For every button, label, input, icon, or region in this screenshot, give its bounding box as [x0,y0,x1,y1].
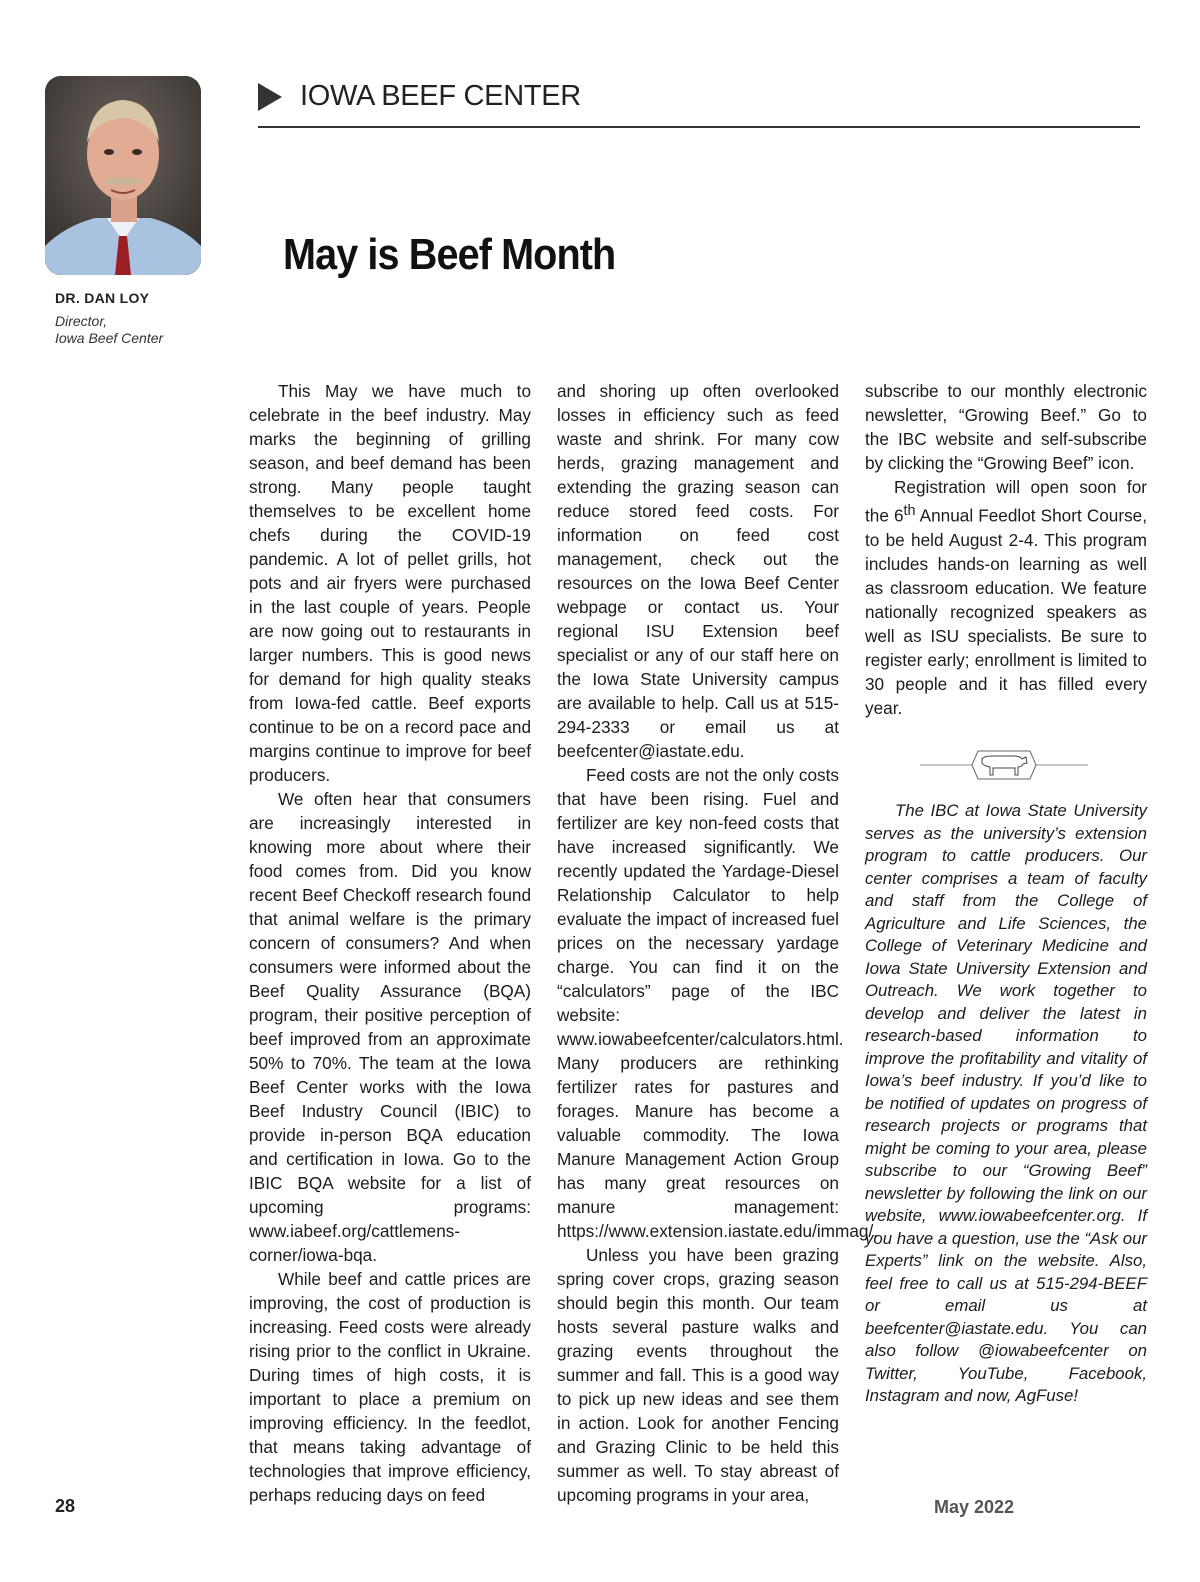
paragraph: While beef and cattle prices are improving, the cost of production is increasing. Feed costs were already rising prior to the conflict in Ukraine. During times of high costs, it is important to place a premium on improving efficiency. In the feedlot, that means taking advantage of technologies that improve efficiency, perhaps reducing days on feed [249,1269,531,1505]
author-name: DR. DAN LOY [55,290,150,306]
header-rule [258,126,1140,128]
about-ibc-block [865,800,1147,1408]
paragraph: This May we have much to celebrate in the beef industry. May marks the beginning of grilling season, and beef demand has been strong. Many people taught themselves to be excellent home chefs during the COVID-19 pandemic. A lot of pellet grills, hot pots and air fryers were purchased in the last couple of years. People are now going out to restaurants in larger numbers. This is good news for demand for high quality steaks from Iowa-fed cattle. Beef exports continue to be on a record pace and margins continue to improve for beef producers. [249,381,531,785]
paragraph: subscribe to our monthly electronic newsletter, “Growing Beef.” Go to the IBC website and self-subscribe by clicking the “Growing Beef” icon. [865,381,1147,473]
section-header [258,80,581,113]
author-photo [45,76,201,275]
text: Registration will open soon for the 6 [865,477,1147,526]
superscript: th [903,503,916,519]
article-headline: May is Beef Month [283,230,616,279]
cow-divider-icon [920,745,1088,785]
paragraph: The IBC at Iowa State University serves as the university’s extension program to cattle producers. Our center comprises a team of faculty and staff from the College of Agriculture and Life Sciences, the College of Veterinary Medicine and Iowa State University Extension and Outreach. We work together to develop and deliver the latest in research-based information to improve the profitability and vitality of Iowa’s beef industry. If you’d like to be notified of updates on progress of research projects or programs that might be coming to your area, please subscribe to our “Growing Beef” newsletter by following the link on our website, www.iowabeefcenter.org. If you have a question, use the “Ask our Experts” link on the website. Also, feel free to call us at 515-294-BEEF or email us at beefcenter@iastate.edu. You can also follow @iowabeefcenter on Twitter, YouTube, Facebook, Instagram and now, AgFuse! [865,801,1147,1405]
section-title: IOWA BEEF CENTER [300,80,581,112]
text: Annual Feedlot Short Course, to be held August 2-4. This program includes hands-on learning as well as classroom education. We feature nationally recognized speakers as well as ISU specialists. Be sure to register early; enrollment is limited to 30 people and it has filled every year. [865,505,1147,718]
paragraph: Feed costs are not the only costs that have been rising. Fuel and fertilizer are key non-feed costs that have increased significantly. We recently updated the Yardage-Diesel Relationship Calculator to help evaluate the impact of increased fuel prices on the necessary yardage charge. You can find it on the “calculators” page of the IBC website: www.iowabeefcenter/calculators.html. Many producers are rethinking fertilizer rates for pastures and forages. Manure has become a valuable commodity. The Iowa Manure Management Action Group has many great resources on manure management: https://www.extension.iastate.edu/immag/. [557,765,878,1241]
author-title-line1: Director, [55,313,108,329]
article-column-2 [557,379,878,1507]
paragraph [865,475,1147,720]
article-column-3 [865,379,1147,720]
paragraph: We often hear that consumers are increasingly interested in knowing more about where their food comes from. Did you know recent Beef Checkoff research found that animal welfare is the primary concern of consumers? And when consumers were informed about the Beef Quality Assurance (BQA) program, their positive perception of beef improved from an approximate 50% to 70%. The team at the Iowa Beef Center works with the Iowa Beef Industry Council (IBIC) to provide in-person BQA education and certification in Iowa. Go to the IBIC BQA website for a list of upcoming programs: www.iabeef.org/cattlemens-corner/iowa-bqa. [249,789,531,1265]
paragraph: Unless you have been grazing spring cover crops, grazing season should begin this month. Our team hosts several pasture walks and grazing events throughout the summer and fall. This is a good way to pick up new ideas and see them in action. Look for another Fencing and Grazing Clinic to be held this summer as well. To stay abreast of upcoming programs in your area, [557,1245,839,1505]
issue-date: May 2022 [934,1497,1015,1517]
article-column-1 [249,379,531,1507]
author-title-line2: Iowa Beef Center [55,330,164,346]
page-number: 28 [55,1496,76,1516]
play-triangle-icon [258,83,282,111]
author-title [55,313,163,347]
paragraph: and shoring up often overlooked losses in efficiency such as feed waste and shrink. For many cow herds, grazing management and extending the grazing season can reduce stored feed costs. For information on feed cost management, check out the resources on the Iowa Beef Center webpage or contact us. Your regional ISU Extension beef specialist or any of our staff here on the Iowa State University campus are available to help. Call us at 515-294-2333 or email us at beefcenter@iastate.edu. [557,381,839,761]
